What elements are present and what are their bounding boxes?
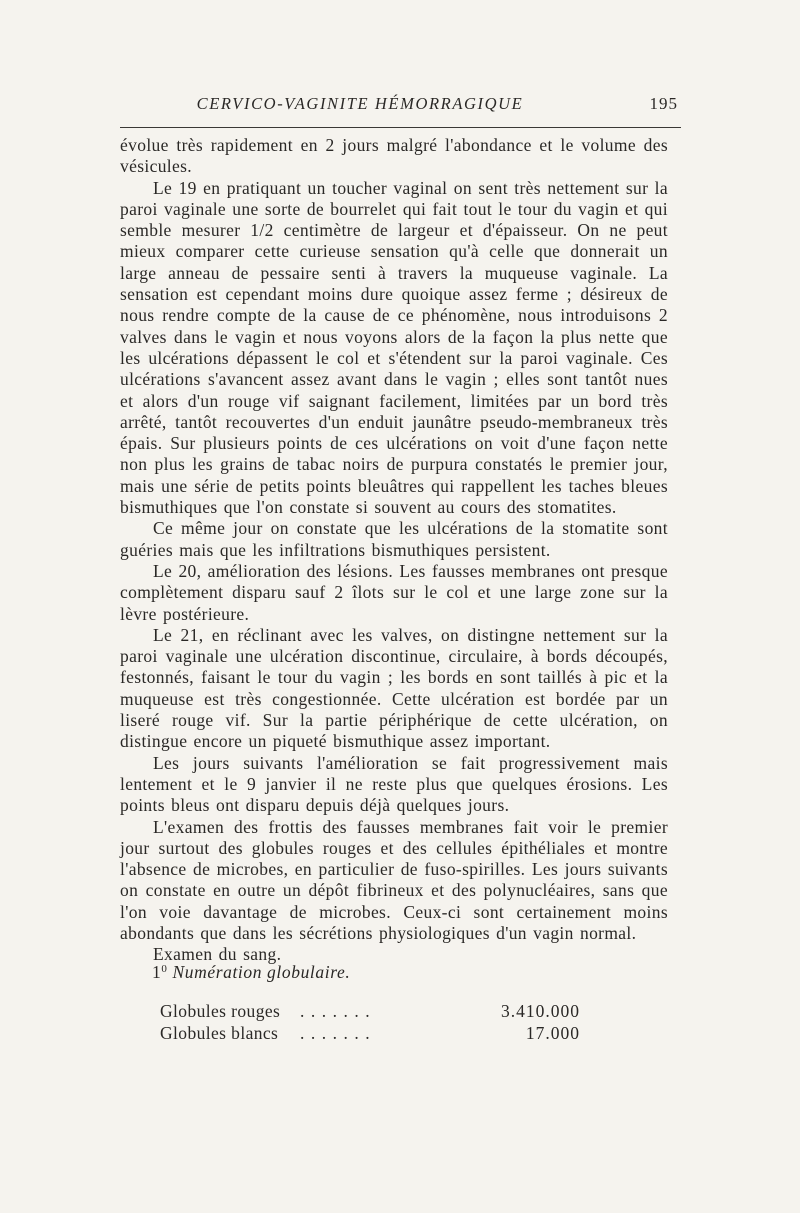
paragraph: Le 20, amélioration des lésions. Les fausses membranes ont presque complètement disparu sauf 2 îlots sur le col et une large zone sur la lèvre postérieure. xyxy=(120,560,668,624)
section-title: Numération globulaire. xyxy=(172,962,351,982)
section-superscript: 0 xyxy=(161,963,168,975)
paragraph: évolue très rapidement en 2 jours malgré l'abondance et le volume des vésicules. xyxy=(120,135,668,177)
running-header xyxy=(120,92,680,118)
header-rule xyxy=(120,127,681,128)
paragraph: L'examen des frottis des fausses membranes fait voir le premier jour surtout des globules rouges et des cellules épithéliales et montre l'absence de microbes, en particulier de fuso-spirilles. Les jours suivants on constate en outre un dépôt fibrineux et des polynucléaires, sans que l'on voie davantage de microbes. Ceux-ci sont certainement moins abondants que dans les sécrétions physiologiques d'un vagin normal. xyxy=(120,816,668,943)
body-text xyxy=(120,135,668,966)
paragraph: Ce même jour on constate que les ulcérations de la stomatite sont guéries mais que les infiltrations bismuthiques persistent. xyxy=(120,518,668,560)
paragraph: Le 21, en réclinant avec les valves, on distingne nettement sur la paroi vaginale une ulcération discontinue, circulaire, à bords découpés, festonnés, faisant le tour du vagin ; les bords en sont taillés à pic et la muqueuse est très congestionnée. Cette ulcération est bordée par un liseré rouge vif. Sur la partie périphérique de cette ulcération, on distingue encore un piqueté bismuthique assez important. xyxy=(120,624,668,752)
count-leader-dots: ....... xyxy=(300,1023,377,1043)
count-value: 3.410.000 xyxy=(501,1001,580,1021)
paragraph: Examen du sang. xyxy=(153,944,282,965)
count-leader-dots: ....... xyxy=(300,1001,377,1021)
count-row-red xyxy=(160,1000,580,1022)
page-number: 195 xyxy=(649,94,678,113)
count-label: Globules rouges xyxy=(160,1001,281,1021)
running-title: CERVICO-VAGINITE HÉMORRAGIQUE xyxy=(196,94,524,113)
paragraph: Le 19 en pratiquant un toucher vaginal on sent très nettement sur la paroi vaginale une sorte de bourrelet qui fait tout le tour du vagin et qui semble mesurer 1/2 centimètre de largeur et d'épaisseur. On ne peut mieux comparer cette curieuse sensation qu'à celle que donnerait un large anneau de pessaire senti à travers la muqueuse vaginale. La sensation est cependant moins dure quoique assez ferme ; désireux de nous rendre compte de la cause de ce phénomène, nous introduisons 2 valves dans le vagin et nous voyons alors de la façon la plus nette que les ulcérations dépassent le col et s'étendent sur la paroi vaginale. Ces ulcérations s'avancent assez avant dans le vagin ; elles sont tantôt nues et alors d'un rouge vif saignant facilement, limitées par un bord très arrêté, tantôt recouvertes d'un enduit jaunâtre pseudo-membraneux très épais. Sur plusieurs points de ces ulcérations on voit d'une façon nette non plus les grains de tabac noirs de purpura constatés le premier jour, mais une série de petits points bleuâtres qui rappellent les taches bleues bismuthiques que l'on constate si souvent au cours des stomatites. xyxy=(120,177,668,518)
section-heading xyxy=(152,962,350,983)
paragraph: Les jours suivants l'amélioration se fait progressivement mais lentement et le 9 janvier il ne reste plus que quelques érosions. Les points bleus ont disparu depuis déjà quelques jours. xyxy=(120,752,668,816)
count-value: 17.000 xyxy=(525,1023,580,1043)
count-label: Globules blancs xyxy=(160,1023,279,1043)
count-row-white xyxy=(160,1022,580,1044)
blood-count-table xyxy=(160,1000,580,1044)
section-number: 1 xyxy=(152,962,162,982)
